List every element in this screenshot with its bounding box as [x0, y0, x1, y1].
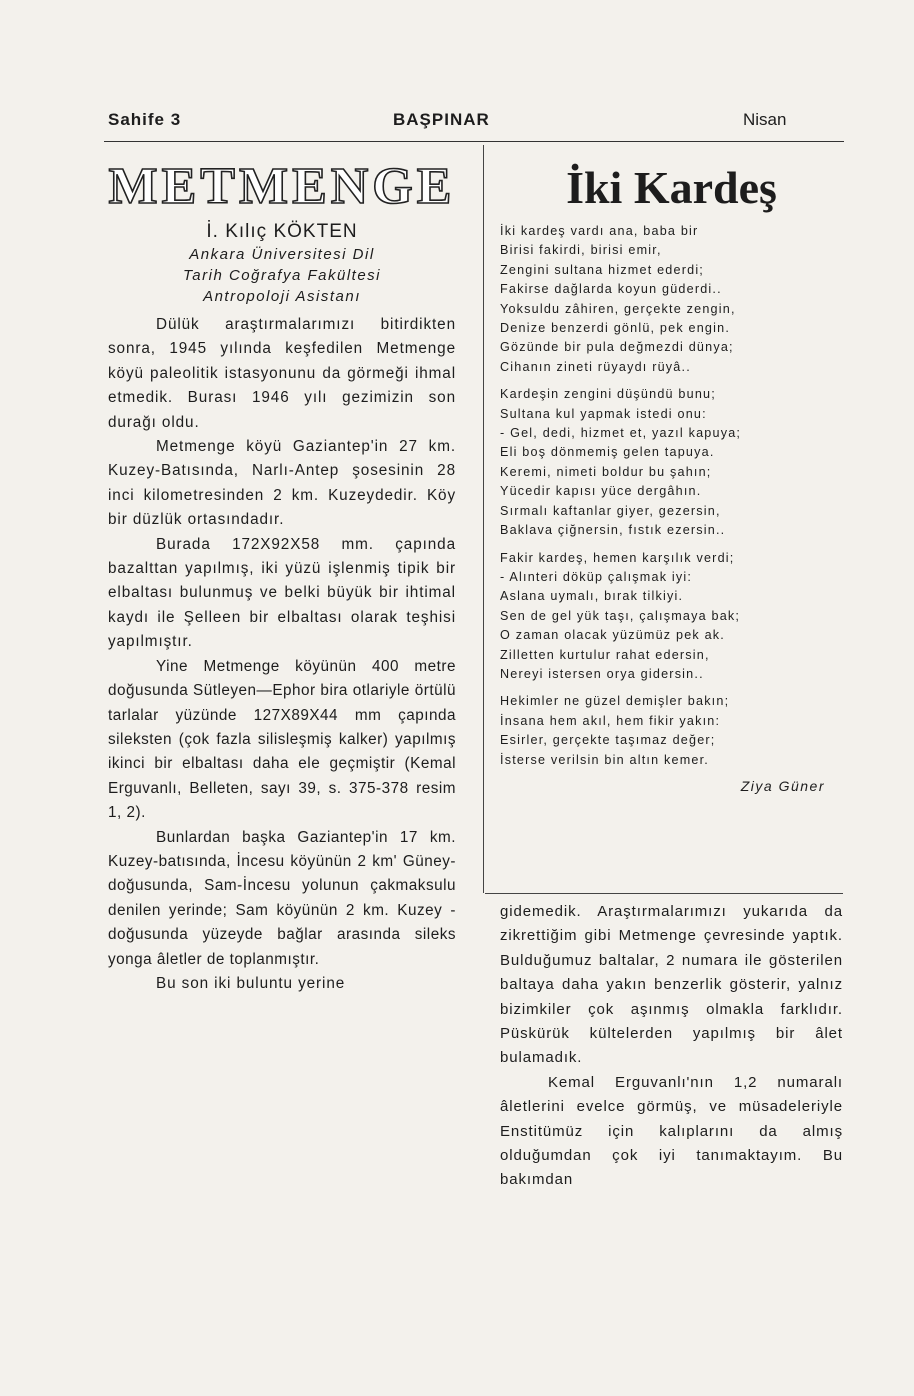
- issue-month: Nisan: [743, 110, 787, 129]
- poem-line: Kardeşin zengini düşündü bunu;: [500, 387, 716, 402]
- article-paragraph: Bunlardan başka Gaziantep'in 17 km. Kuzey-batısında, İncesu köyünün 2 km' Güney-doğusunda, Sam-İncesu yolunun çakmaksulu denilen yerinde; Sam köyünün 2 km. Kuzey - doğusunda yüzeyde bağlar arasında sileks yonga âletler de toplanmıştır.: [108, 828, 456, 968]
- poem-line: Esirler, gerçekte taşımaz değer;: [500, 733, 716, 748]
- poem-line: İnsana hem akıl, hem fikir yakın:: [500, 713, 721, 728]
- author-affiliation-line: Ankara Üniversitesi Dil: [189, 246, 375, 263]
- poem-line: - Gel, dedi, hizmet et, yazıl kapuya;: [500, 426, 742, 441]
- author-affiliation-line: Tarih Coğrafya Fakültesi: [182, 267, 382, 284]
- poem-line: Aslana uymalı, bırak tilkiyi.: [500, 589, 684, 604]
- poem-line: İsterse verilsin bin altın kemer.: [500, 752, 709, 767]
- article-paragraph: Burada 172X92X58 mm. çapında bazalttan yapılmış, iki yüzü işlenmiş tipik bir elbaltası bulunmuş ve belki büyük bir ihtimal kaydı ile Şelleen bir elbaltası olarak teşhisi yapılmıştır.: [108, 535, 456, 651]
- poem-stanza: [500, 222, 843, 377]
- poem-line: Denize benzerdi gönlü, pek engin.: [500, 321, 731, 336]
- article-paragraph: Metmenge köyü Gaziantep'in 27 km. Kuzey-Batısında, Narlı-Antep şosesinin 28 inci kilometresinden 2 km. Kuzeydedir. Köy bir düzlük ortasındadır.: [108, 438, 456, 529]
- poem-title: İki Kardeş: [566, 162, 777, 213]
- poem-line: Keremi, nimeti boldur bu şahın;: [500, 464, 712, 479]
- header-rule: [104, 141, 844, 142]
- article-paragraph: Yine Metmenge köyünün 400 metre doğusunda Sütleyen—Ephor bira otlariyle örtülü tarlalar yüzünde 127X89X44 mm çapında sileksten (çok fazla silisleşmiş kalker) yapılmış ikinci bir elbaltası daha ele geçmiştir (Kemal Erguvanlı, Belleten, sayı 39, s. 375-378 resim 1, 2).: [108, 657, 456, 822]
- page-number: Sahife 3: [108, 110, 182, 129]
- poem-line: Nereyi istersen orya gidersin..: [500, 666, 704, 681]
- poem-line: İki kardeş vardı ana, baba bir: [500, 224, 699, 238]
- poem-stanza: [500, 385, 843, 540]
- author-affiliation-line: Antropoloji Asistanı: [203, 288, 361, 305]
- poem-line: O zaman olacak yüzümüz pek ak.: [500, 628, 725, 643]
- poem-line: Gözünde bir pula değmezdi dünya;: [500, 340, 734, 355]
- poem-line: Yücedir kapısı yüce dergâhın.: [500, 484, 702, 499]
- publication-name: BAŞPINAR: [393, 110, 490, 129]
- article-paragraph: Bu son iki buluntu yerine: [156, 974, 346, 992]
- poem-line: Yoksuldu zâhiren, gerçekte zengin,: [500, 301, 736, 316]
- poem-stanza: [500, 549, 843, 685]
- poem-body: [500, 222, 843, 770]
- page-header: [108, 108, 843, 138]
- poem-iki-kardes: [500, 158, 843, 794]
- column-divider: [483, 145, 484, 893]
- poem-line: Zengini sultana hizmet ederdi;: [500, 262, 705, 277]
- poem-line: - Alınteri döküp çalışmak iyi:: [500, 569, 693, 584]
- poem-line: Eli boş dönmemiş gelen tapuya.: [500, 445, 715, 460]
- poem-stanza: [500, 692, 843, 770]
- article-body: [108, 313, 456, 996]
- poem-line: Sultana kul yapmak istedi onu:: [500, 406, 707, 421]
- poem-line: Fakir kardeş, hemen karşılık verdi;: [500, 550, 735, 565]
- article-continuation: [500, 900, 843, 1193]
- article-paragraph: Kemal Erguvanlı'nın 1,2 numaralı âletlerini evelce görmüş, ve müsadeleriyle Enstitümüz için kalıplarını da almış olduğumdan çok iyi tanımaktayım. Bu bakımdan: [500, 1073, 843, 1189]
- article-paragraph: Dülük araştırmalarımızı bitirdikten sonra, 1945 yılında keşfedilen Metmenge köyü paleolitik istasyonunu da görmeği ihmal etmedik. Burası 1946 yılı gezimizin son durağı oldu.: [108, 316, 456, 431]
- poem-line: Zilletten kurtulur rahat edersin,: [500, 647, 710, 662]
- poem-line: Hekimler ne güzel demişler bakın;: [500, 694, 730, 709]
- poem-line: Birisi fakirdi, birisi emir,: [500, 243, 662, 258]
- poem-signature: Ziya Güner: [740, 777, 825, 794]
- article-paragraph: gidemedik. Araştırmalarımızı yukarıda da zikrettiğim gibi Metmenge çevresinde yaptık. Bulduğumuz baltalar, 2 numara ile gösterilen baltaya daha yakın benzerlik gösterir, yalnız bizimkiler çok aşınmış olmakla farklıdır. Püskürük kültelerden yapılmış bir âlet bulamadık.: [500, 903, 843, 1067]
- poem-line: Sen de gel yük taşı, çalışmaya bak;: [500, 608, 741, 623]
- poem-line: Fakirse dağlarda koyun güderdi..: [500, 282, 722, 297]
- article-metmenge: [108, 158, 456, 996]
- poem-line: Baklava çiğnersin, fıstık ezersin..: [500, 523, 726, 538]
- poem-line: Sırmalı kaftanlar giyer, gezersin,: [500, 503, 721, 518]
- poem-line: Cihanın zineti rüyaydı rüyâ..: [500, 359, 691, 374]
- article-author: İ. Kılıç KÖKTEN: [206, 221, 358, 242]
- poem-end-rule: [485, 893, 843, 894]
- article-title: METMENGE: [108, 158, 456, 215]
